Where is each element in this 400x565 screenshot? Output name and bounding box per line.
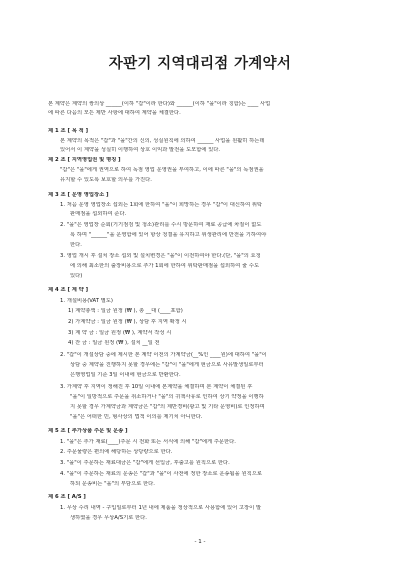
article-5-line: 3. "을"이 주문하는 재료대금은 "갑"에게 선입금, 후출고를 원칙으로 한다. [60, 460, 230, 466]
article-2-heading: 제 2 조 [ 지역영업권 및 명칭 ] [48, 157, 121, 163]
article-1-heading: 제 1 조 [ 목 적 ] [48, 128, 89, 134]
article-4-line: 지 못할 경우 가계약금과 계약금은 "갑"의 제반경비(광고 및 기타 운영비)로 인정하며 [70, 404, 265, 410]
article-1-line: 본 계약의 목적은 "갑"과 "을"간의 신의, 성실원칙에 의하여 ______ 사업을 원활히 하는데 [60, 138, 265, 144]
article-4-line: 2. "갑"이 개설상담 중에 제시한 본 계약 이전의 가계약금(__%인 ____원)에 대하여 "을"이 [60, 352, 267, 358]
article-4-heading: 제 4 조 [ 계 약 ] [48, 287, 89, 293]
article-4-line: "을"이 일방적으로 주문을 취소하거나 "을"의 귀책사유로 인하여 상기 약정을 이행하 [70, 394, 264, 400]
article-5-line: 하되 운송비는 "을"의 부담으로 한다. [70, 481, 155, 487]
article-4-line: 상담 중 계약을 진행하지 못할 경우에는 "갑"이 "을"에게 현금으로 사유발생일로부터 [70, 362, 264, 368]
article-2-line: "갑"은 "을"에게 권역으로 하여 독점 영업 운영권을 부여하고, 이에 따른 "을"의 독점권을 [60, 167, 264, 173]
article-3-line: 록 하며 "______"을 운영함에 있어 항상 청결을 유지하고 위생관리에 만전을 기하여야 [70, 232, 267, 238]
article-3-line: 3. 영업 개시 후 설치 장소 섭외 및 설치변경은 "을"이 이전하여야 한다.(단, "을"의 요청 [60, 253, 261, 259]
article-4-line: 3) 계 약 금 : 일금 원정 (₩ ), 계약서 작성 시 [68, 330, 172, 336]
article-4-line: "을"은 어떠한 민, 형사상의 법적 이의를 제기치 아니한다. [70, 414, 203, 420]
article-5-line: 2. 주문물량은 편의에 해당하는 상당량으로 한다. [60, 449, 173, 455]
article-4-line: 1. 개설비용(VAT 별도) [60, 298, 113, 304]
article-5-heading: 제 5 조 [ 추가상품 주문 및 운송 ] [48, 428, 128, 434]
article-6-line: 생하였을 경우 무상A/S기로 한다. [70, 515, 147, 521]
page-number: - 1 - [194, 539, 206, 545]
article-2-line: 유지할 수 있도록 보호할 의무를 가진다. [60, 177, 152, 183]
intro-line: 본 계약은 계약의 쌍의상 ______(이하 "갑"이라 한다)와 ______(이하 "을"이라 칭함)는 ____ 사업 [48, 101, 271, 107]
article-4-line: 4) 잔 금 : 일금 원정 (₩ ), 설치 __일 전 [68, 340, 160, 346]
article-6-heading: 제 6 조 [ A/S ] [48, 494, 86, 500]
article-4-line: 3. 가계약 후 지역이 정해진 후 10일 이내에 본계약을 체결하며 본 계약이 체결된 후 [60, 384, 253, 390]
article-3-line: 에 의해 최소한의 출장비용으로 추가 1회에 한하여 위탁판매점을 섭외하여 줄 수도 [70, 263, 260, 269]
article-3-line: 판매점을 섭외하여 준다. [70, 211, 127, 217]
article-3-heading: 제 3 조 [ 운영 영업장소 ] [48, 192, 109, 198]
article-3-line: 있다) [70, 273, 83, 279]
document-title: 자판기 지역대리점 가계약서 [108, 56, 292, 72]
article-3-line: 2. "을"은 영업장 순회(기기점검 및 청소)관리를 수시 방문하여 재료 공급에 차질이 없도 [60, 222, 262, 228]
article-4-line: 은행영업일 기준 3일 이내에 현금으로 반환한다. [70, 372, 181, 378]
article-6-line: 1. 무상 수리 내역 - 구입일로부터 1년 내에 제품을 정상적으로 사용함에 있어 고장이 발 [60, 505, 262, 511]
intro-line: 에 따른 다음의 모든 제반 사항에 대하여 계약을 체결한다. [48, 110, 181, 116]
article-5-line: 4. "을"이 주문하는 재료의 운송은 "갑"과 "을"이 사전에 정한 장소로 운송됨을 원칙으로 [60, 471, 262, 477]
article-5-line: 1. "을"은 추가 재료(____)주문 시 전화 또는 서식에 의해 "갑"에게 주문한다. [60, 439, 236, 445]
article-3-line: 1. 처음 운영 영업장소 섭외는 1회에 한하여 "을"이 희망하는 경우 "갑"이 대신하여 위탁 [60, 202, 263, 208]
article-3-line: 한다. [70, 242, 82, 248]
article-4-line: 2) 가계약금 : 일금 원정 (₩ ), 상담 후 지역 확정 시 [68, 319, 187, 325]
article-4-line: 1) 계약총액 : 일금 원정 (₩ ), 총 __대 (____포함) [68, 308, 183, 314]
article-1-line: 있어서 이 계약을 성실히 이행하여 상호 이익과 발전을 도모함에 있다. [60, 147, 221, 153]
